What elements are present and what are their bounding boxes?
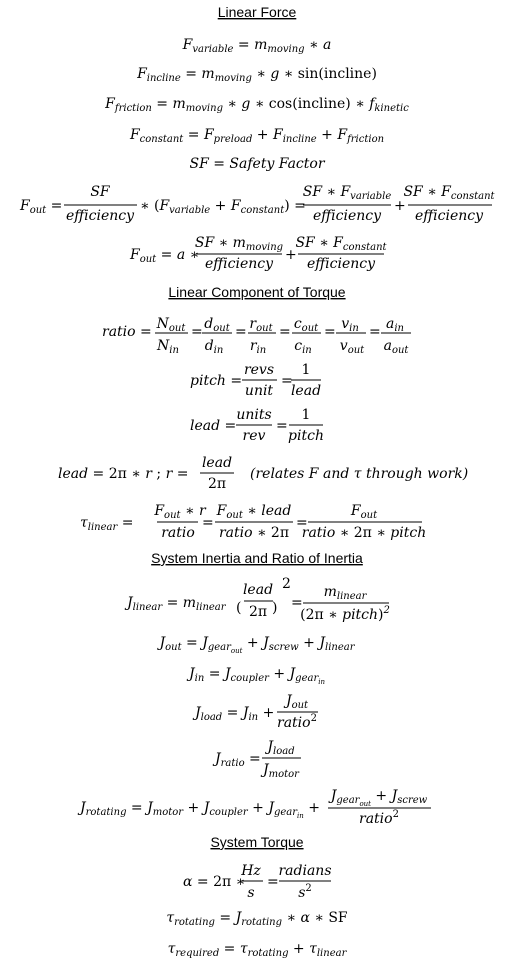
svg-text:SF ∗ mmoving: SF ∗ $m_{moving}$ [194, 235, 284, 253]
svg-text:efficiency: efficiency [65, 208, 135, 224]
svg-text:SF = Safety Factor: SF = Safety Factor [189, 156, 325, 172]
section-heading-inertia: System Inertia and Ratio of Inertia [151, 550, 363, 566]
svg-text:Jout = Jgearout + Jscrew + Jli: $J_{out} = J_{gearout} + J_{screw} + J_{linear}$ [159, 635, 355, 655]
svg-text:cout: $c_{out}$ [293, 316, 319, 334]
equation-j-ratio [212, 739, 301, 780]
svg-text:units: units [236, 407, 272, 423]
svg-text:aout: $a_{out}$ [383, 338, 409, 356]
svg-text:lead =: lead = [190, 418, 237, 434]
svg-text:SF ∗ Fvariable: SF ∗ $F_{variable}$ [302, 184, 392, 202]
equation-j-in [186, 666, 325, 686]
svg-text:ratio: ratio [161, 525, 195, 541]
svg-text:=: = [191, 324, 203, 340]
svg-text:pitch =: pitch = [190, 373, 243, 389]
svg-text:vout: $v_{out}$ [339, 338, 365, 356]
svg-text:1: 1 [301, 362, 311, 378]
svg-text:Fout ∗ r: $F_{out}$ ∗ r [154, 503, 206, 521]
svg-text:Jrotating = Jmotor + Jcoupler: $J_{rotating} = J_{motor} + J_{coupler} + J_{gearin}$ + [80, 800, 320, 820]
svg-text:lead: lead [290, 383, 322, 399]
svg-text:): ) [272, 600, 278, 616]
svg-text:Jload = Jin +: $J_{load} = J_{in}$ + [195, 705, 275, 723]
equation-f-out-1 [19, 184, 496, 224]
svg-text:2π: 2π [207, 476, 227, 492]
equation-j-load [192, 693, 318, 731]
svg-text:Hz: Hz [241, 863, 261, 879]
equation-lead-r [58, 455, 468, 492]
equation-j-rotating [77, 788, 431, 827]
equation-f-incline [136, 66, 377, 84]
svg-text:efficiency: efficiency [306, 256, 376, 272]
svg-text:SF: SF [90, 184, 110, 200]
svg-text:ratio2: ratio$^2$ [359, 809, 399, 827]
svg-text:=: = [267, 874, 279, 890]
svg-text:∗ (Fvariable + Fconstant) =: ∗ $(F_{variable} + F_{constant})$ = [140, 198, 306, 216]
svg-text:1: 1 [301, 407, 311, 423]
svg-text:+: + [285, 247, 297, 263]
equation-j-linear [124, 576, 390, 623]
svg-text:τrotating = Jrotating ∗ α ∗ SF: $\tau_{rotating} = J_{rotating}$ ∗ α ∗ SF [166, 910, 348, 928]
svg-text:lead: lead [242, 582, 274, 598]
svg-text:Fout ∗ lead: $F_{out}$ ∗ lead [216, 503, 292, 521]
svg-text:lead: lead [201, 455, 233, 471]
svg-text:Fout =: $F_{out}$ = [20, 198, 63, 216]
svg-text:Jratio =: $J_{ratio}$ = [215, 751, 261, 769]
svg-text:Jin = Jcoupler + Jgearin: $J_{in} = J_{coupler} + J_{gearin}$ [189, 666, 325, 686]
svg-text:2: 2 [282, 576, 291, 592]
svg-text:(2π ∗ pitch)2: (2π ∗ pitch)$^2$ [300, 605, 390, 623]
svg-text:Jout: $J_{out}$ [285, 693, 309, 711]
equation-f-friction [104, 96, 409, 114]
svg-text:mlinear: $m_{linear}$ [323, 584, 367, 602]
svg-text:Fincline = mmoving ∗ g ∗ sin(i: $F_{incline} = m_{moving}$ ∗ g ∗ sin(incline) [137, 66, 377, 84]
equation-tau-rotating [166, 910, 348, 928]
section-heading-system-torque: System Torque [210, 834, 304, 850]
svg-text:revs: revs [243, 362, 275, 378]
svg-text:=: = [324, 324, 336, 340]
svg-text:+: + [394, 198, 406, 214]
svg-text:din: $d_{in}$ [204, 338, 224, 356]
svg-text:=: = [276, 418, 288, 434]
equation-j-out [156, 635, 355, 655]
svg-text:ratio2: ratio$^2$ [277, 713, 317, 731]
svg-text:=: = [281, 373, 293, 389]
svg-text:(: ( [236, 600, 242, 616]
svg-text:Fconstant = Fpreload + Finclin: $F_{constant} = F_{preload} + F_{incline} + F_{friction}$ [129, 127, 385, 145]
svg-text:Nin: $N_{in}$ [157, 338, 179, 356]
svg-text:SF ∗ Fconstant: SF ∗ $F_{constant}$ [403, 184, 495, 202]
svg-text:ratio ∗ 2π ∗ pitch: ratio ∗ 2π ∗ pitch [301, 525, 427, 541]
svg-text:s: s [247, 885, 255, 901]
svg-text:=: = [279, 324, 291, 340]
svg-text:cin: $c_{in}$ [294, 338, 312, 356]
svg-text:vin: $v_{in}$ [341, 316, 359, 334]
svg-text:ratio =: ratio = [102, 324, 152, 340]
svg-text:rout: $r_{out}$ [249, 316, 273, 334]
svg-text:=: = [369, 324, 381, 340]
svg-text:τrequired = τrotating + τlinea: $\tau_{required} = \tau_{rotating} + \tau_{linear}$ [167, 941, 347, 959]
svg-text:s2: $s^2$ [298, 883, 312, 901]
svg-text:pitch: pitch [288, 428, 324, 444]
equation-pitch [190, 362, 321, 399]
svg-text:rev: rev [242, 428, 266, 444]
equation-alpha [183, 863, 332, 901]
svg-text:Jlinear = mlinear: $J_{linear} = m_{linear}$ [127, 595, 226, 613]
svg-text:(relates F and τ through work): (relates F and τ through work) [250, 466, 469, 482]
equation-tau-required [168, 941, 348, 959]
svg-text:efficiency: efficiency [414, 208, 484, 224]
section-heading-linear-torque: Linear Component of Torque [168, 284, 346, 300]
section-heading-linear-force: Linear Force [217, 4, 297, 20]
svg-text:τlinear =: $\tau_{linear}$ = [80, 515, 134, 533]
equation-lead [190, 407, 324, 444]
svg-text:lead = 2π ∗ r ; r =: lead = 2π ∗ r ; r = [58, 466, 189, 482]
equation-sf [189, 156, 325, 172]
svg-text:ain: $a_{in}$ [386, 316, 404, 334]
svg-text:dout: $d_{out}$ [204, 316, 230, 334]
svg-text:SF ∗ Fconstant: SF ∗ $F_{constant}$ [295, 235, 387, 253]
svg-text:Jmotor: $J_{motor}$ [263, 762, 299, 780]
svg-text:=: = [291, 595, 303, 611]
equation-f-out-2 [129, 235, 388, 272]
svg-text:=: = [235, 324, 247, 340]
svg-text:Fvariable = mmoving ∗ a: $F_{variable} = m_{moving}$ ∗ a [182, 37, 332, 55]
svg-text:=: = [202, 515, 214, 531]
svg-text:radians: radians [278, 863, 332, 879]
svg-text:α = 2π ∗: α = 2π ∗ [183, 874, 246, 890]
svg-text:Jgearout + Jscrew: $J_{gearout} + J_{screw}$ [330, 788, 428, 808]
svg-text:Fout: $F_{out}$ [350, 503, 378, 521]
svg-text:Fout = a ∗: $F_{out} = a$ ∗ [130, 247, 200, 265]
svg-text:Nout: $N_{out}$ [156, 316, 186, 334]
equation-ratio [102, 316, 411, 356]
equation-f-constant [129, 127, 384, 145]
equation-f-variable [182, 37, 332, 55]
svg-text:unit: unit [244, 383, 274, 399]
svg-text:Jload: $J_{load}$ [267, 739, 295, 757]
svg-text:rin: $r_{in}$ [249, 338, 267, 356]
svg-text:Ffriction = mmoving ∗ g ∗ cos(: $F_{friction} = m_{moving}$ ∗ g ∗ cos(incline) ∗ $f_{kinetic}$ [105, 96, 409, 114]
svg-text:efficiency: efficiency [204, 256, 274, 272]
svg-text:=: = [296, 515, 308, 531]
svg-text:efficiency: efficiency [312, 208, 382, 224]
svg-text:ratio ∗ 2π: ratio ∗ 2π [218, 525, 290, 541]
equation-tau-linear [80, 503, 426, 541]
svg-text:2π: 2π [248, 604, 268, 620]
